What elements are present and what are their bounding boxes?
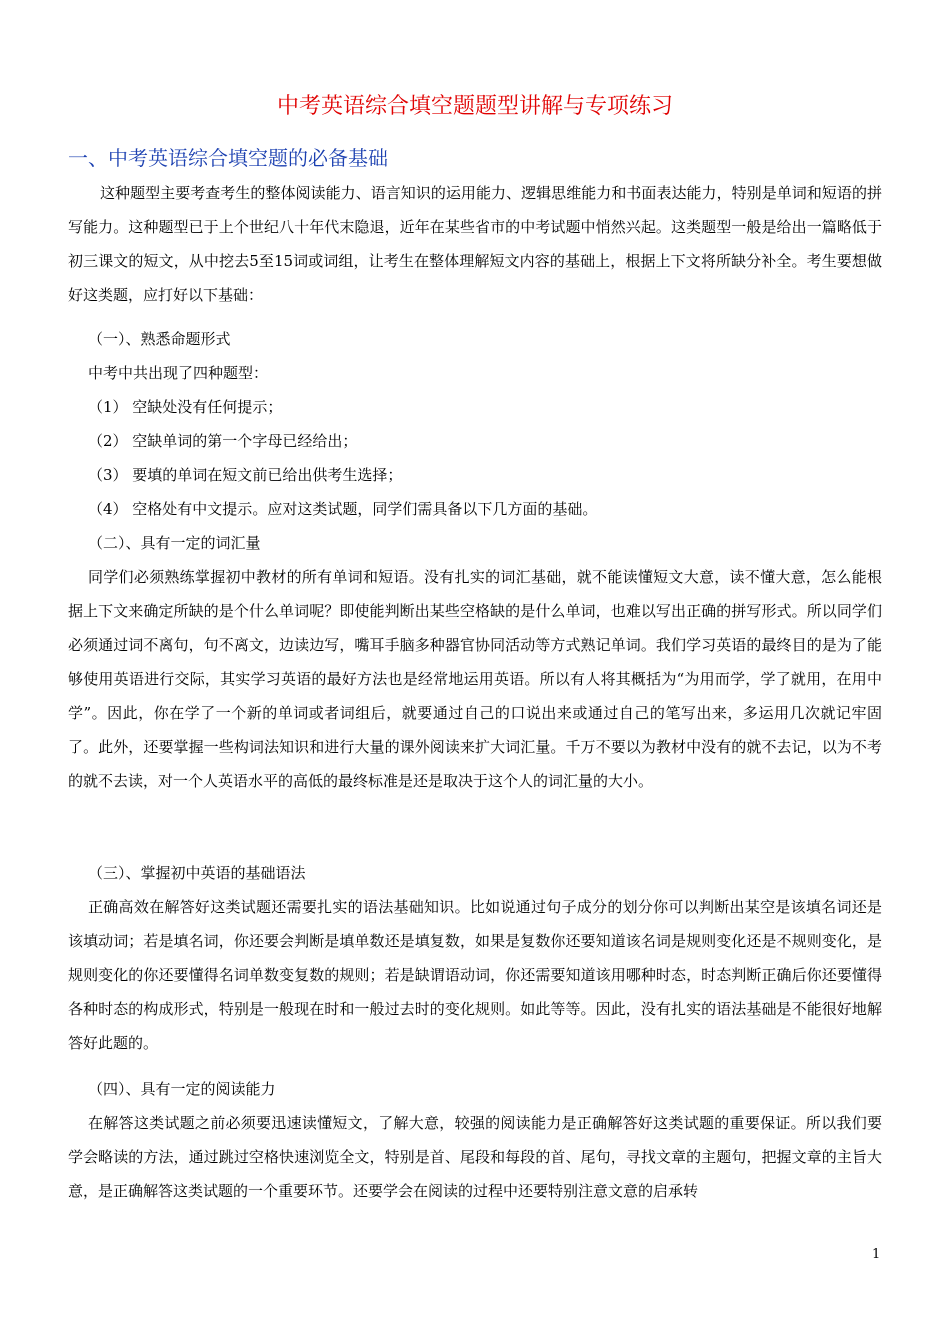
- subheading-1: （一）、熟悉命题形式: [88, 330, 231, 348]
- intro-paragraph: 这种题型主要考查考生的整体阅读能力、语言知识的运用能力、逻辑思维能力和书面表达能力，特别是单词和短语的拼写能力。这种题型已于上个世纪八十年代末隐退，近年在某些省市的中考试题中悄然兴起。这类题型一般是给出一篇略低于初三课文的短文，从中挖去5至15词或词组，让考生在整体理解短文内容的基础上，根据上下文将所缺分补全。考生要想做好这类题，应打好以下基础：: [68, 184, 882, 304]
- type-item-4: （4） 空格处有中文提示。应对这类试题，同学们需具备以下几方面的基础。: [88, 500, 598, 518]
- type-item-1: （1） 空缺处没有任何提示；: [88, 398, 283, 416]
- subheading-4: （四）、具有一定的阅读能力: [88, 1080, 276, 1098]
- subheading-1-text: 中考中共出现了四种题型：: [88, 364, 269, 382]
- section-heading: 一、中考英语综合填空题的必备基础: [68, 146, 388, 170]
- reading-paragraph: 在解答这类试题之前必须要迅速读懂短文，了解大意，较强的阅读能力是正确解答好这类试题的重要保证。所以我们要学会略读的方法，通过跳过空格快速浏览全文，特别是首、尾段和每段的首、尾句，寻找文章的主题句，把握文章的主旨大意，是正确解答这类试题的一个重要环节。还要学会在阅读的过程中还要特别注意文意的启承转: [68, 1114, 882, 1200]
- subheading-2: （二）、具有一定的词汇量: [88, 534, 261, 552]
- vocabulary-paragraph: 同学们必须熟练掌握初中教材的所有单词和短语。没有扎实的词汇基础，就不能读懂短文大意，读不懂大意，怎么能根据上下文来确定所缺的是个什么单词呢？即使能判断出某些空格缺的是什么单词，也难以写出正确的拼写形式。所以同学们必须通过词不离句，句不离文，边读边写，嘴耳手脑多种器官协同活动等方式熟记单词。我们学习英语的最终目的是为了能够使用英语进行交际，其实学习英语的最好方法也是经常地运用英语。所以有人将其概括为“为用而学，学了就用，在用中学”。因此，你在学了一个新的单词或者词组后，就要通过自己的口说出来或通过自己的笔写出来，多运用几次就记牢固了。此外，还要掌握一些构词法知识和进行大量的课外阅读来扩大词汇量。千万不要以为教材中没有的就不去记，以为不考的就不去读，对一个人英语水平的高低的最终标准是还是取决于这个人的词汇量的大小。: [68, 568, 882, 790]
- page-number: 1: [872, 1247, 881, 1262]
- grammar-paragraph: 正确高效在解答好这类试题还需要扎实的语法基础知识。比如说通过句子成分的划分你可以判断出某空是该填名词还是该填动词；若是填名词，你还要会判断是填单数还是填复数，如果是复数你还要知道该名词是规则变化还是不规则变化，是规则变化的你还要懂得名词单数变复数的规则；若是缺谓语动词，你还需要知道该用哪种时态，时态判断正确后你还要懂得各种时态的构成形式，特别是一般现在时和一般过去时的变化规则。如此等等。因此，没有扎实的语法基础是不能很好地解答好此题的。: [68, 898, 882, 1052]
- subheading-3: （三）、掌握初中英语的基础语法: [88, 864, 306, 882]
- type-item-3: （3） 要填的单词在短文前已给出供考生选择；: [88, 466, 403, 484]
- type-item-2: （2） 空缺单词的第一个字母已经给出；: [88, 432, 358, 450]
- document-title: 中考英语综合填空题题型讲解与专项练习: [276, 94, 673, 119]
